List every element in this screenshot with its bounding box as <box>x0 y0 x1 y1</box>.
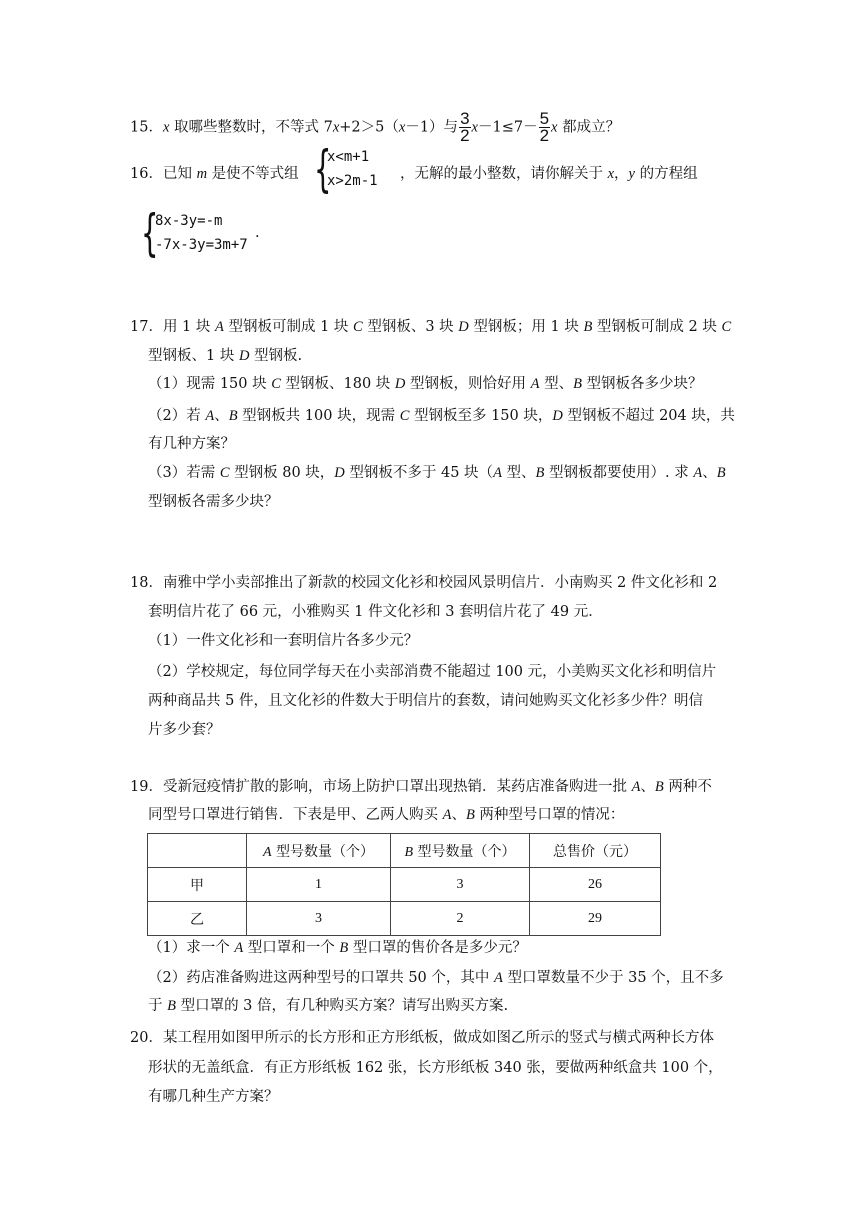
q16-number: 16． <box>130 166 163 182</box>
question-18-line-1: 18．南雅中学小卖部推出了新款的校园文化衫和校园风景明信片．小南购买 2 件文化衫和 2 <box>130 575 718 591</box>
question-17-line-2: 型钢板、1 块 D 型钢板. <box>148 348 303 364</box>
table-row: 甲 1 3 26 <box>148 868 661 902</box>
question-20-line-1: 20．某工程用如图甲所示的长方形和正方形纸板，做成如图乙所示的竖式与横式两种长方体 <box>130 1030 714 1046</box>
question-17-part-2: （2）若 A、B 型钢板共 100 块，现需 C 型钢板至多 150 块，D 型钢板不超过 204 块，共 <box>148 408 735 424</box>
question-17-part-3-cont: 型钢板各需多少块？ <box>148 494 279 510</box>
table-header-cell: B 型号数量（个） <box>391 834 530 868</box>
table-row: 乙 3 2 29 <box>148 902 661 936</box>
equation-system-brace: { <box>141 204 159 262</box>
inequality-system: x<m+1 x>2m-1 <box>327 149 378 189</box>
q17-number: 17． <box>130 319 163 335</box>
table-header-cell: 总售价（元） <box>530 834 661 868</box>
question-17-part-3: （3）若需 C 型钢板 80 块，D 型钢板不多于 45 块（A 型、B 型钢板都要使用）. 求 A、B <box>148 465 726 481</box>
table-header-row <box>148 834 661 868</box>
mask-purchase-table <box>147 833 661 936</box>
question-18-part-2-end: 片多少套？ <box>148 722 221 738</box>
question-17-part-1: （1）现需 150 块 C 型钢板、180 块 D 型钢板，则恰好用 A 型、B 型钢板各多少块？ <box>148 376 703 392</box>
fraction-3-2: $\frac{3}{2}$ <box>460 109 470 145</box>
inequality-system-brace: { <box>314 140 332 198</box>
q18-number: 18． <box>130 575 163 591</box>
question-19-line-1: 19．受新冠疫情扩散的影响，市场上防护口罩出现热销．某药店准备购进一批 A、B 两种不 <box>130 779 712 795</box>
q15-number: 15． <box>130 119 163 136</box>
table-header-cell: A 型号数量（个） <box>247 834 391 868</box>
question-17-line-1: 17．用 1 块 A 型钢板可制成 1 块 C 型钢板、3 块 D 型钢板；用 1 块 B 型钢板可制成 2 块 C <box>130 319 732 335</box>
question-20-line-3: 有哪几种生产方案？ <box>148 1089 279 1105</box>
question-15: 15．x 取哪些整数时，不等式 7x+2＞5（x－1）与 $\frac{3}{2}$ x－1≤7－ $\frac{5}{2}$ x 都成立？ <box>130 109 621 145</box>
question-18-part-2: （2）学校规定，每位同学每天在小卖部消费不能超过 100 元，小美购买文化衫和明信片 <box>148 664 717 680</box>
question-18-part-2-cont: 两种商品共 5 件，且文化衫的件数大于明信片的套数，请问她购买文化衫多少件？明信 <box>148 693 703 709</box>
question-17-part-2-cont: 有几种方案？ <box>148 436 235 452</box>
question-19-part-2: （2）药店准备购进这两种型号的口罩共 50 个，其中 A 型口罩数量不少于 35 个，且不多 <box>148 970 724 986</box>
fraction-5-2: $\frac{5}{2}$ <box>539 109 550 145</box>
question-19-line-2: 同型号口罩进行销售．下表是甲、乙两人购买 A、B 两种型号口罩的情况： <box>148 807 625 823</box>
q20-number: 20． <box>130 1030 163 1046</box>
equation-system: 8x-3y=-m -7x-3y=3m+7 <box>155 213 248 253</box>
question-16-line-1b: ，无解的最小整数，请你解关于 x，y 的方程组 <box>400 166 698 182</box>
question-18-part-1: （1）一件文化衫和一套明信片各多少元？ <box>148 633 419 649</box>
table-header-cell <box>148 834 247 868</box>
question-19-part-2-cont: 于 B 型口罩的 3 倍，有几种购买方案？请写出购买方案. <box>148 998 509 1014</box>
question-19-part-1: （1）求一个 A 型口罩和一个 B 型口罩的售价各是多少元？ <box>148 940 527 956</box>
question-18-line-2: 套明信片花了 66 元，小雅购买 1 件文化衫和 3 套明信片花了 49 元． <box>148 604 603 620</box>
q19-number: 19． <box>130 779 163 795</box>
question-20-line-2: 形状的无盖纸盒．有正方形纸板 162 张，长方形纸板 340 张，要做两种纸盒共 100 个， <box>148 1060 723 1076</box>
question-16-line-1: 16．已知 m 是使不等式组 <box>130 166 299 182</box>
